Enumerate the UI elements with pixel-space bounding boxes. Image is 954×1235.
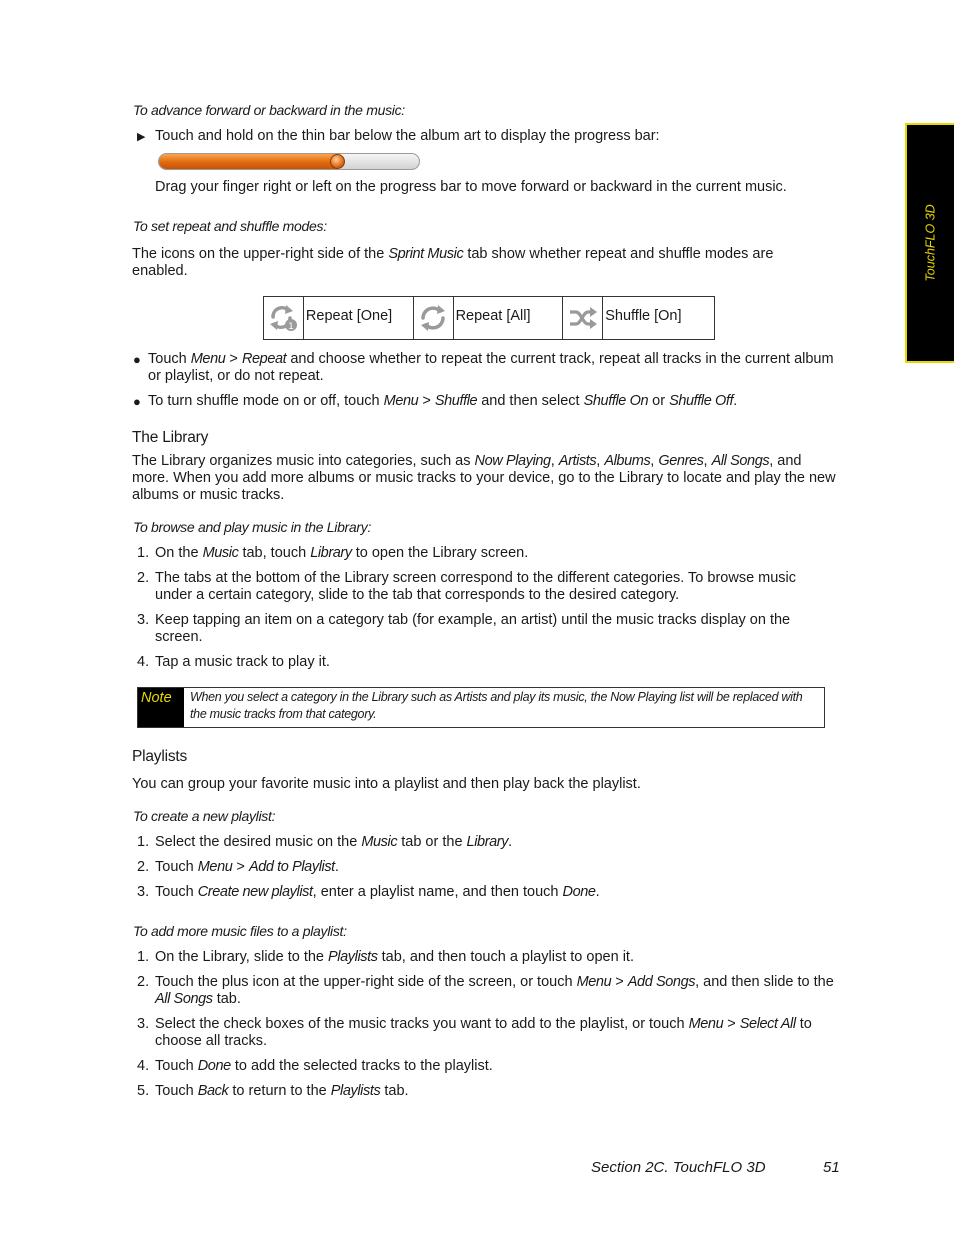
repeat-subhead: To set repeat and shuffle modes: xyxy=(133,218,327,234)
progress-bar-fill xyxy=(159,154,338,169)
library-step-1: On the Music tab, touch Library to open the Library screen. xyxy=(155,545,529,561)
add-files-subhead: To add more music files to a playlist: xyxy=(133,923,347,939)
library-browse-subhead: To browse and play music in the Library: xyxy=(133,519,372,535)
create-step-3: Touch Create new playlist, enter a playlist name, and then touch Done. xyxy=(155,884,600,900)
step-number: 1. xyxy=(137,545,150,561)
add-step-3: Select the check boxes of the music tracks you want to add to the playlist, or touch Menu > Select All to choose all tracks. xyxy=(155,1016,812,1049)
progress-bar-knob xyxy=(330,154,345,169)
library-heading: The Library xyxy=(132,429,209,446)
library-paragraph: The Library organizes music into categories, such as Now Playing, Artists, Albums, Genres, All Songs, and more. When you add more albums or music tracks to your device, go to the Library to locate and play the new albums or music tracks. xyxy=(132,453,836,503)
add-step-5: Touch Back to return to the Playlists tab. xyxy=(155,1083,409,1099)
bullet-dot: ● xyxy=(133,352,141,367)
step-number: 2. xyxy=(137,859,150,875)
triangle-bullet-icon: ▶ xyxy=(137,131,146,143)
note-box xyxy=(137,687,825,728)
step-number: 4. xyxy=(137,654,150,670)
chapter-side-tab xyxy=(905,123,954,363)
advance-drag-text: Drag your finger right or left on the progress bar to move forward or backward in the current music. xyxy=(155,179,787,195)
step-number: 3. xyxy=(137,884,150,900)
page-number: 51 xyxy=(823,1159,840,1176)
footer-section: Section 2C. TouchFLO 3D xyxy=(591,1159,766,1176)
playlists-paragraph: You can group your favorite music into a playlist and then play back the playlist. xyxy=(132,776,641,792)
add-step-2: Touch the plus icon at the upper-right side of the screen, or touch Menu > Add Songs, and then slide to the All Songs tab. xyxy=(155,974,834,1007)
progress-bar xyxy=(158,153,420,170)
shuffle-label: Shuffle [On] xyxy=(605,308,682,324)
repeat-one-label: Repeat [One] xyxy=(304,297,414,339)
shuffle-icon xyxy=(563,297,603,339)
library-step-4: Tap a music track to play it. xyxy=(155,654,330,670)
add-step-4: Touch Done to add the selected tracks to the playlist. xyxy=(155,1058,493,1074)
step-number: 1. xyxy=(137,834,150,850)
step-number: 4. xyxy=(137,1058,150,1074)
repeat-intro: The icons on the upper-right side of the Sprint Music tab show whether repeat and shuffle modes are enabled. xyxy=(132,246,774,279)
create-playlist-subhead: To create a new playlist: xyxy=(133,808,276,824)
library-step-2: The tabs at the bottom of the Library screen correspond to the different categories. To browse music under a certain category, slide to the tab that corresponds to the desired category. xyxy=(155,570,797,603)
svg-text:1: 1 xyxy=(288,322,295,332)
note-text: When you select a category in the Library such as Artists and play its music, the Now Playing list will be replaced with the music tracks from that category. xyxy=(190,690,803,721)
step-number: 1. xyxy=(137,949,150,965)
bullet-dot: ● xyxy=(133,394,141,409)
advance-subhead: To advance forward or backward in the music: xyxy=(133,102,405,118)
repeat-all-icon xyxy=(414,297,454,339)
repeat-one-icon xyxy=(264,297,304,339)
note-label: Note xyxy=(138,688,184,727)
playlists-heading: Playlists xyxy=(132,748,188,765)
create-step-2: Touch Menu > Add to Playlist. xyxy=(155,859,339,875)
step-number: 5. xyxy=(137,1083,150,1099)
repeat-bullet-1: Touch Menu > Repeat and choose whether to repeat the current track, repeat all tracks in the current album or playlist, or do not repeat. xyxy=(148,351,834,384)
repeat-all-label: Repeat [All] xyxy=(454,297,564,339)
advance-step: Touch and hold on the thin bar below the album art to display the progress bar: xyxy=(155,128,660,144)
step-number: 3. xyxy=(137,1016,150,1032)
step-number: 2. xyxy=(137,974,150,990)
add-step-1: On the Library, slide to the Playlists tab, and then touch a playlist to open it. xyxy=(155,949,634,965)
repeat-bullet-2: To turn shuffle mode on or off, touch Menu > Shuffle and then select Shuffle On or Shuffle Off. xyxy=(148,393,738,409)
step-number: 3. xyxy=(137,612,150,628)
library-step-3: Keep tapping an item on a category tab (for example, an artist) until the music tracks display on the screen. xyxy=(155,612,791,645)
repeat-shuffle-icon-table xyxy=(263,296,715,340)
step-number: 2. xyxy=(137,570,150,586)
create-step-1: Select the desired music on the Music tab or the Library. xyxy=(155,834,513,850)
chapter-side-tab-label: TouchFLO 3D xyxy=(923,204,937,282)
